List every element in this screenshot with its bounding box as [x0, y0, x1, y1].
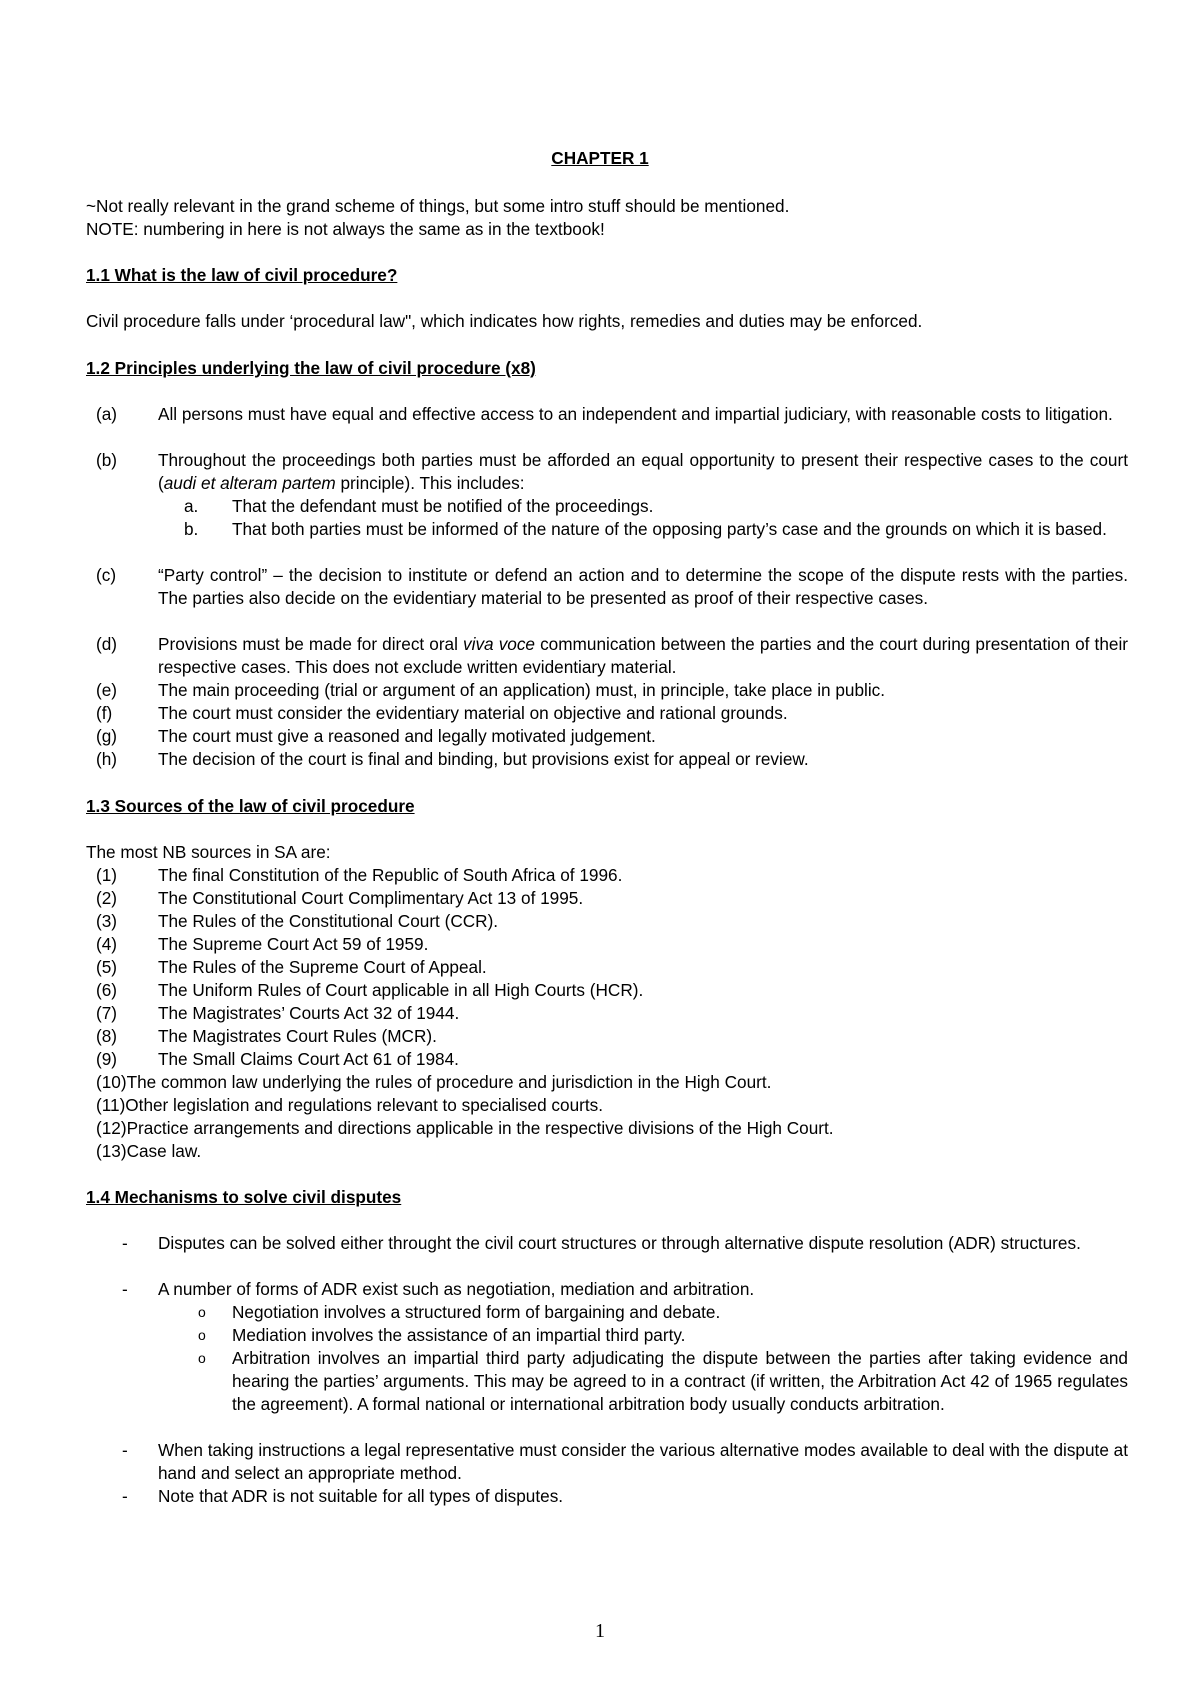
source-item: (1) The final Constitution of the Republic of South Africa of 1996.: [96, 865, 623, 885]
source-item: (6) The Uniform Rules of Court applicable in all High Courts (HCR).: [96, 980, 644, 1000]
dash-bullet: -: [122, 1440, 128, 1460]
item-text: The court must consider the evidentiary material on objective and rational grounds.: [158, 703, 788, 723]
source-item: (8) The Magistrates Court Rules (MCR).: [96, 1026, 437, 1046]
bullet-item: - When taking instructions a legal representative must consider the various alternative modes available to deal with the dispute at hand and select an appropriate method.: [122, 1440, 1128, 1483]
latin-term: viva voce: [463, 634, 535, 654]
source-item: (11)Other legislation and regulations relevant to specialised courts.: [96, 1095, 603, 1115]
subitem-label: b.: [184, 519, 199, 539]
item-text: “Party control” – the decision to institute or defend an action and to determine the scope of the dispute rests with the parties. The parties also decide on the evidentiary material to be presented as proof of their respective cases.: [158, 565, 1128, 608]
item-text: Throughout the proceedings both parties must be afforded an equal opportunity to present their respective cases to the court (audi et alteram partem principle). This includes:: [158, 450, 1128, 493]
sub-bullet-item: o Negotiation involves a structured form of bargaining and debate.: [198, 1302, 721, 1322]
principle-item-a: [96, 403, 1128, 426]
item-label: (b): [96, 450, 118, 470]
bullet-item: - Note that ADR is not suitable for all types of disputes.: [122, 1486, 564, 1506]
item-label: (f): [96, 703, 113, 723]
item-text: Provisions must be made for direct oral viva voce communication between the parties and the court during presentation of their respective cases. This does not exclude written evidentiary material.: [158, 634, 1128, 677]
source-item: (9) The Small Claims Court Act 61 of 1984.: [96, 1049, 459, 1069]
principle-item-e: [96, 679, 1128, 702]
sub-bullet-item: o Arbitration involves an impartial third party adjudicating the dispute between the parties after taking evidence and hearing the parties’ arguments. This may be agreed to in a contract (if written, the Arbitration Act 42 of 1965 regulates the agreement). A formal national or international arbitration body usually conducts arbitration.: [198, 1348, 1128, 1414]
circle-bullet: o: [198, 1327, 206, 1343]
intro-line-1: ~Not really relevant in the grand scheme of things, but some intro stuff should be mentioned.: [86, 196, 790, 216]
latin-term: audi et alteram partem: [163, 473, 336, 493]
chapter-title: CHAPTER 1: [551, 148, 649, 168]
principle-item-d: [96, 633, 1128, 679]
intro-line-2: NOTE: numbering in here is not always the same as in the textbook!: [86, 219, 605, 239]
circle-bullet: o: [198, 1304, 206, 1320]
sub-bullet-item: o Mediation involves the assistance of an impartial third party.: [198, 1325, 686, 1345]
source-item: (13)Case law.: [96, 1141, 202, 1161]
source-item: (10)The common law underlying the rules of procedure and jurisdiction in the High Court.: [96, 1072, 772, 1092]
section-heading-1-1: 1.1 What is the law of civil procedure?: [86, 265, 398, 285]
item-label: (c): [96, 565, 117, 585]
source-item: (4) The Supreme Court Act 59 of 1959.: [96, 934, 429, 954]
item-label: (a): [96, 404, 118, 424]
item-text: The court must give a reasoned and legally motivated judgement.: [158, 726, 656, 746]
item-text: All persons must have equal and effective access to an independent and impartial judiciary, with reasonable costs to litigation.: [158, 404, 1113, 424]
section-heading-1-3: 1.3 Sources of the law of civil procedure: [86, 796, 415, 816]
item-label: (d): [96, 634, 118, 654]
item-label: (g): [96, 726, 118, 746]
page-number: 1: [595, 1620, 605, 1642]
bullet-item: - Disputes can be solved either throught the civil court structures or through alternative dispute resolution (ADR) structures.: [122, 1233, 1081, 1253]
principle-subitem-a: [184, 495, 1128, 518]
item-label: (h): [96, 749, 118, 769]
subitem-label: a.: [184, 496, 199, 516]
principle-item-b: [96, 449, 1128, 495]
source-item: (7) The Magistrates’ Courts Act 32 of 1944.: [96, 1003, 460, 1023]
subitem-text: That both parties must be informed of the nature of the opposing party’s case and the grounds on which it is based.: [232, 519, 1107, 539]
bullet-item: - A number of forms of ADR exist such as negotiation, mediation and arbitration.: [122, 1279, 755, 1299]
dash-bullet: -: [122, 1233, 128, 1253]
subitem-text: That the defendant must be notified of the proceedings.: [232, 496, 654, 516]
source-item: (5) The Rules of the Supreme Court of Appeal.: [96, 957, 487, 977]
section-1-1-text: Civil procedure falls under ‘procedural law", which indicates how rights, remedies and duties may be enforced.: [86, 311, 923, 331]
item-text: The main proceeding (trial or argument of an application) must, in principle, take place in public.: [158, 680, 886, 700]
sources-intro: The most NB sources in SA are:: [86, 842, 331, 862]
circle-bullet: o: [198, 1350, 206, 1366]
source-item: (12)Practice arrangements and directions applicable in the respective divisions of the High Court.: [96, 1118, 834, 1138]
section-heading-1-2: 1.2 Principles underlying the law of civil procedure (x8): [86, 358, 536, 378]
item-label: (e): [96, 680, 118, 700]
item-text: The decision of the court is final and binding, but provisions exist for appeal or review.: [158, 749, 809, 769]
principle-item-f: [96, 702, 1128, 725]
dash-bullet: -: [122, 1486, 128, 1506]
section-heading-1-4: 1.4 Mechanisms to solve civil disputes: [86, 1187, 402, 1207]
principle-item-c: [96, 564, 1128, 610]
source-item: (3) The Rules of the Constitutional Court (CCR).: [96, 911, 499, 931]
principle-item-g: [96, 725, 1128, 748]
principle-subitem-b: [184, 518, 1128, 541]
dash-bullet: -: [122, 1279, 128, 1299]
source-item: (2) The Constitutional Court Complimentary Act 13 of 1995.: [96, 888, 584, 908]
principle-item-h: [96, 748, 1128, 771]
